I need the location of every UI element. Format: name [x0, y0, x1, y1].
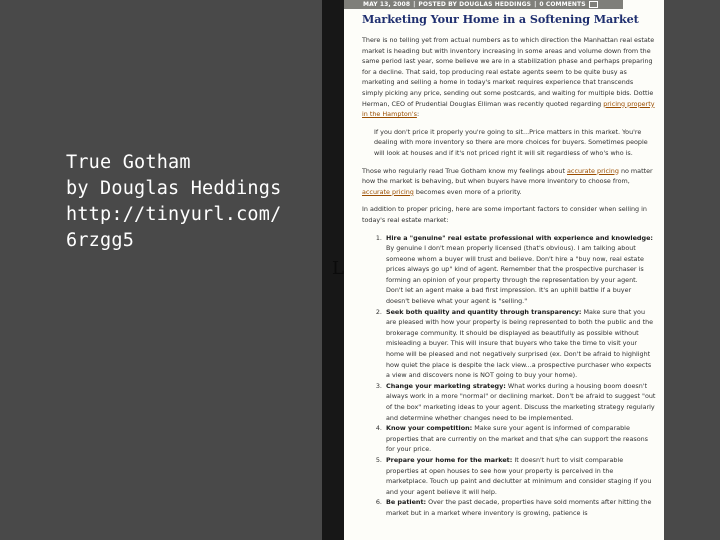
- hamptons-link[interactable]: pricing property in the Hampton's: [362, 99, 655, 119]
- caption-line: True Gotham: [66, 152, 191, 173]
- caption-line: by Douglas Heddings: [66, 178, 282, 199]
- paragraph-3: In addition to proper pricing, here are some important factors to consider when selling in today's real estate market:: [362, 205, 647, 224]
- list-item: 1. Hire a "genuine" real estate professional with experience and knowledge: By genuine I don't mean properly licensed (that's obvious). I am talking about someone whom a buyer will trust and believe. Don't hire a "buy now, real estate prices always go up" kind of agent. Remember that the prospective purchaser is forming an opinion of your property through the representation by your agent. Don't let an agent make a bad first impression. It's an uphill battle if a buyer doesn't believe what your agent is "selling.": [384, 233, 656, 307]
- accurate-pricing-link-2[interactable]: accurate pricing: [362, 187, 414, 196]
- article-body: [362, 35, 656, 519]
- article-author: POSTED BY DOUGLAS HEDDINGS: [418, 1, 532, 8]
- slide-caption: [66, 150, 306, 254]
- list-item: 4. Know your competition: Make sure your agent is informed of comparable properties that are currently on the market and that s/he can support the reasons for your price.: [384, 423, 656, 455]
- article-title[interactable]: Marketing Your Home in a Softening Market: [362, 12, 639, 26]
- article-scan: [344, 0, 664, 540]
- caption-line: http://tinyurl.com/: [66, 204, 282, 225]
- paragraph-2: Those who regularly read True Gotham know my feelings about accurate pricing no matter how the market is behaving, but when buyers have more inventory to choose from, accurate pricing becomes even more of a priority.: [362, 166, 653, 196]
- comment-icon: [589, 1, 598, 8]
- caption-line: 6rzgg5: [66, 230, 135, 251]
- list-item: 3. Change your marketing strategy: What works during a housing boom doesn't always work in a more "normal" or declining market. Don't be afraid to suggest "out of the box" marketing ideas to your agent. Discuss the marketing strategy regularly and determine whether changes need to be implemented.: [384, 381, 656, 423]
- quote-block: If you don't price it properly you're going to sit...Price matters in this market. You're dealing with more inventory so there are more choices for buyers. Sometimes people will look at houses and if it's not priced right it will sit regardless of who's who is.: [374, 127, 648, 157]
- article-byline: MAY 13, 2008 | POSTED BY DOUGLAS HEDDINGS | 0 COMMENTS: [344, 0, 623, 9]
- comments-link[interactable]: 0 COMMENTS: [539, 1, 586, 8]
- article-date: MAY 13, 2008: [363, 1, 411, 8]
- list-item: 6. Be patient: Over the past decade, properties have sold moments after hitting the market but in a market where inventory is growing, patience is: [384, 497, 656, 518]
- list-item: 2. Seek both quality and quantity through transparency: Make sure that you are pleased with how your property is being represented to both the public and the brokerage community. It should be displayed as beautifully as possible without misleading a buyer. This will insure that buyers who take the time to visit your home will be pleased and not negatively surprised (ex. Don't be afraid to highlight how quiet the place is despite the lack view...a prospective purchaser who expects a view and discovers none is NOT going to buy your home).: [384, 307, 656, 381]
- list-item: 5. Prepare your home for the market: It doesn't hurt to visit comparable properties at open houses to see how your property is perceived in the marketplace. Touch up paint and declutter at minimum and consider staging if you and your agent believe it will help.: [384, 455, 656, 497]
- stray-glyph: L: [332, 258, 344, 279]
- accurate-pricing-link[interactable]: accurate pricing: [567, 166, 619, 175]
- factors-list: [362, 233, 656, 519]
- right-margin: [664, 0, 720, 540]
- intro-paragraph: There is no telling yet from actual numbers as to which direction the Manhattan real estate market is heading but with inventory increasing in some areas and volume down from the same period last year, some believe we are in a stabilization phase and perhaps preparing for a decline. That said, top producing real estate agents seem to be quite busy as marketing and selling a home in today's market requires experience that transcends simply picking any price, sending out some postcards, and waiting for multiple bids. Dottie Herman, CEO of Prudential Douglas Elliman was recently quoted regarding pricing property in the Hampton's:: [362, 36, 655, 119]
